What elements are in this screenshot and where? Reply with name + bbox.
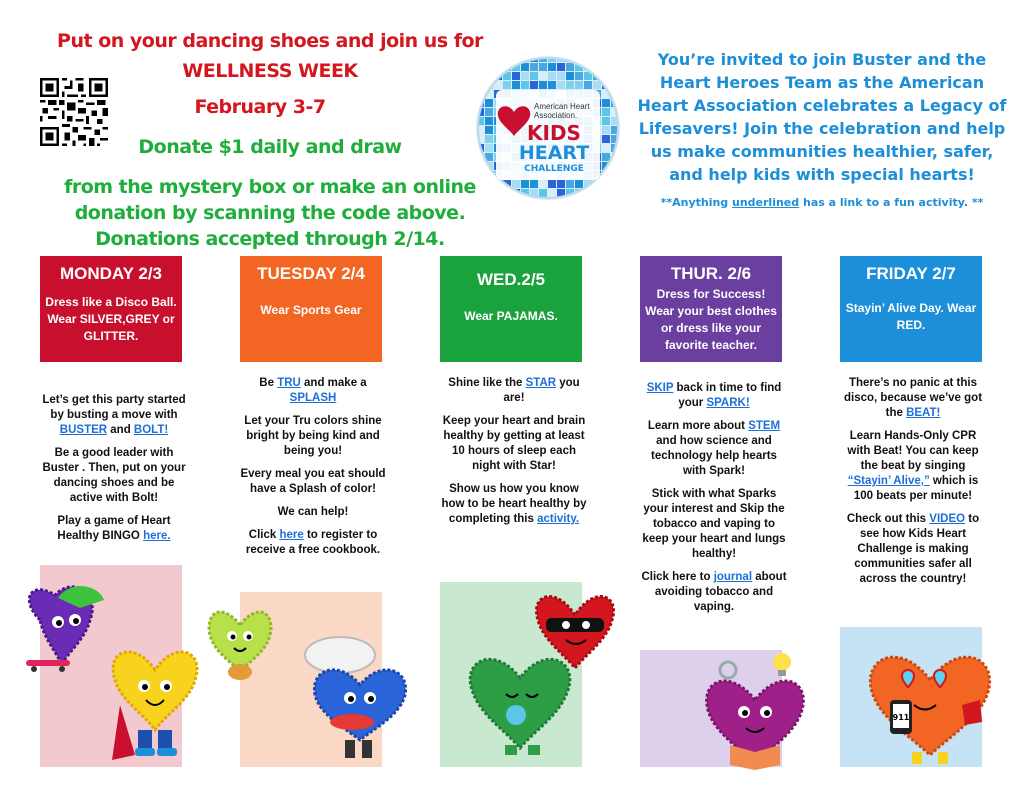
yellow-heart-character-icon bbox=[112, 652, 197, 760]
invite-paragraph: You’re invited to join Buster and the Heart Heroes Team as the American Heart Association celebrates a Legacy of Lifesavers! Join the celebration and help us make communities healthier, safer, and help kids with special hearts! bbox=[637, 50, 1007, 184]
phone-911: 911 bbox=[892, 713, 910, 722]
wednesday-p2: Keep your heart and brain healthy by getting at least 10 hours of sleep each night with Star! bbox=[442, 415, 586, 472]
magenta-spark-heart-character-icon bbox=[707, 653, 804, 770]
buster-link[interactable]: BUSTER bbox=[59, 424, 108, 436]
tuesday-p4: We can help! bbox=[277, 506, 349, 518]
text: There’s no panic at this disco, because we’ve got the bbox=[843, 377, 983, 419]
monday-p2: Be a good leader with Buster . Then, put on your dancing shoes and be active with Bolt! bbox=[42, 447, 186, 504]
stayin-alive-link[interactable]: “Stayin’ Alive,” bbox=[847, 475, 930, 487]
green-heart-character-icon bbox=[209, 612, 271, 680]
day-name: MONDAY 2/3 bbox=[59, 264, 163, 283]
text: Click bbox=[248, 529, 280, 541]
day-theme: Wear Sports Gear bbox=[260, 303, 362, 317]
purple-heart-character-icon bbox=[26, 586, 104, 672]
text: Learn more about bbox=[647, 420, 749, 432]
spark-link[interactable]: SPARK! bbox=[706, 397, 750, 409]
red-ninja-heart-character-icon bbox=[536, 596, 613, 668]
logo-kids: KIDS bbox=[527, 121, 581, 145]
text: about avoiding tobacco and vaping. bbox=[654, 571, 787, 613]
text: which is 100 beats per minute! bbox=[853, 475, 979, 502]
tuesday-p2: Let your Tru colors shine bright by being kind and being you! bbox=[244, 415, 382, 457]
note-pre: **Anything bbox=[660, 196, 733, 209]
day-theme: Wear PAJAMAS. bbox=[464, 309, 558, 323]
note-underlined: underlined bbox=[732, 196, 800, 209]
day-theme: Dress for Success! Wear your best clothes or dress like your favorite teacher. bbox=[645, 287, 777, 352]
green-star-heart-character-icon bbox=[470, 659, 570, 755]
text: Let’s get this party started by busting a move with bbox=[42, 394, 186, 421]
tuesday-p3: Every meal you eat should have a Splash of color! bbox=[240, 468, 386, 495]
skip-link[interactable]: SKIP bbox=[646, 382, 674, 394]
logo-challenge: CHALLENGE bbox=[524, 164, 584, 174]
text: Be bbox=[259, 377, 278, 389]
note-post: has a link to a fun activity. ** bbox=[799, 196, 984, 209]
text: Check out this bbox=[846, 513, 930, 525]
text: Learn Hands-Only CPR with Beat! You can keep the beat by singing bbox=[847, 430, 979, 472]
header-title-wellness-week: WELLNESS WEEK bbox=[182, 60, 358, 82]
video-link[interactable]: VIDEO bbox=[929, 513, 966, 525]
text: Click here to bbox=[641, 571, 714, 583]
activity-link[interactable]: activity. bbox=[537, 513, 580, 525]
stem-link[interactable]: STEM bbox=[748, 420, 781, 432]
day-name: THUR. 2/6 bbox=[670, 264, 752, 283]
text: to register to receive a free cookbook. bbox=[245, 529, 381, 556]
aha-line2: Association. bbox=[534, 111, 578, 120]
day-name: WED.2/5 bbox=[476, 270, 546, 289]
text: and how science and technology help hearts with Spark! bbox=[651, 435, 777, 477]
text: to see how Kids Heart Challenge is making communities safer all across the country! bbox=[854, 513, 980, 585]
bolt-link[interactable]: BOLT! bbox=[133, 424, 169, 436]
text: you are! bbox=[503, 377, 580, 404]
text: and bbox=[107, 424, 134, 436]
day-theme: Dress like a Disco Ball. Wear SILVER,GREY or GLITTER. bbox=[45, 295, 177, 343]
logo-heart: HEART bbox=[518, 142, 590, 164]
splash-link[interactable]: SPLASH bbox=[289, 392, 337, 404]
header-line-invite: Put on your dancing shoes and join us for bbox=[57, 30, 483, 52]
cookbook-link[interactable]: here bbox=[279, 529, 304, 541]
header-dates: February 3-7 bbox=[194, 96, 326, 118]
tru-link[interactable]: TRU bbox=[277, 377, 301, 389]
day-theme: Stayin’ Alive Day. Wear RED. bbox=[845, 301, 977, 332]
beat-link[interactable]: BEAT! bbox=[906, 407, 941, 419]
header-donation-line-1: from the mystery box or make an online bbox=[64, 176, 476, 198]
journal-link[interactable]: journal bbox=[713, 571, 753, 583]
day-name: FRIDAY 2/7 bbox=[866, 264, 956, 283]
text: Shine like the bbox=[448, 377, 526, 389]
orange-beat-heart-character-icon bbox=[870, 657, 989, 764]
thursday-p3: Stick with what Sparks your interest and Skip the tobacco and vaping to keep your heart and lungs healthy! bbox=[642, 488, 786, 560]
text: Show us how you know how to be heart healthy by completing this bbox=[441, 483, 587, 525]
bingo-link[interactable]: here. bbox=[143, 530, 171, 542]
star-link[interactable]: STAR bbox=[525, 377, 557, 389]
day-name: TUESDAY 2/4 bbox=[257, 264, 365, 283]
text: back in time to find your bbox=[673, 382, 782, 409]
header-donation-line-3: Donations accepted through 2/14. bbox=[95, 228, 445, 250]
header-donation-line-2: donation by scanning the code above. bbox=[74, 202, 466, 224]
header-donate: Donate $1 daily and draw bbox=[138, 136, 402, 158]
aha-line1: American Heart bbox=[534, 102, 590, 111]
text: Play a game of Heart Healthy BINGO bbox=[57, 515, 171, 542]
text: and make a bbox=[300, 377, 367, 389]
blue-chef-heart-character-icon bbox=[305, 637, 406, 758]
